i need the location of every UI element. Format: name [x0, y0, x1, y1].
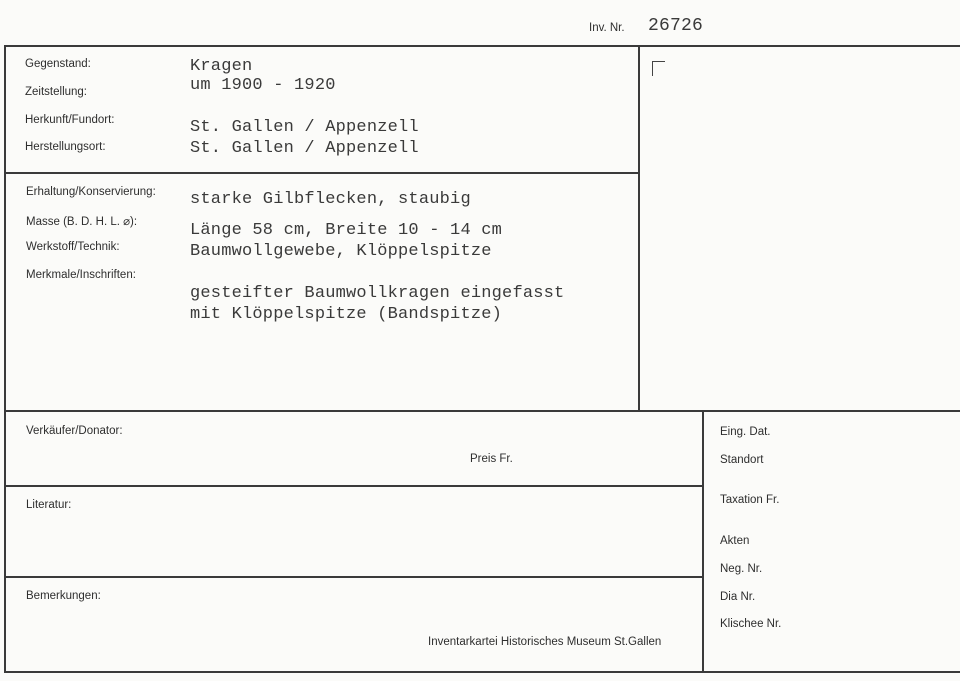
section-rule-2 — [4, 410, 960, 412]
taxation-label: Taxation Fr. — [720, 494, 780, 506]
dia-nr-label: Dia Nr. — [720, 591, 756, 603]
masse-label: Masse (B. D. H. L. ⌀): — [26, 216, 138, 228]
inv-nr-value: 26726 — [648, 16, 704, 36]
zeitstellung-value: um 1900 - 1920 — [190, 76, 336, 95]
herstellungsort-label: Herstellungsort: — [25, 141, 106, 153]
herkunft-label: Herkunft/Fundort: — [25, 114, 115, 126]
inv-nr-label: Inv. Nr. — [589, 22, 625, 34]
herstellungsort-value: St. Gallen / Appenzell — [190, 139, 419, 158]
gegenstand-label: Gegenstand: — [25, 58, 91, 70]
literatur-label: Literatur: — [26, 499, 72, 511]
standort-label: Standort — [720, 454, 764, 466]
akten-label: Akten — [720, 535, 750, 547]
werkstoff-value: Baumwollgewebe, Klöppelspitze — [190, 242, 492, 261]
left-border-upper — [4, 45, 6, 410]
left-border-lower — [4, 410, 6, 672]
section-rule-1 — [4, 172, 638, 174]
erhaltung-value: starke Gilbflecken, staubig — [190, 190, 471, 209]
merkmale-value-line1: gesteifter Baumwollkragen eingefasst — [190, 284, 565, 303]
neg-nr-label: Neg. Nr. — [720, 563, 763, 575]
section-rule-4 — [4, 576, 702, 578]
section-rule-3 — [4, 485, 702, 487]
card-footer: Inventarkartei Historisches Museum St.Gallen — [428, 636, 662, 648]
merkmale-label: Merkmale/Inschriften: — [26, 269, 136, 281]
werkstoff-label: Werkstoff/Technik: — [26, 241, 120, 253]
photo-divider — [638, 45, 640, 410]
right-column-divider — [702, 410, 704, 672]
masse-value: Länge 58 cm, Breite 10 - 14 cm — [190, 221, 503, 240]
zeitstellung-label: Zeitstellung: — [25, 86, 88, 98]
erhaltung-label: Erhaltung/Konservierung: — [26, 186, 156, 198]
merkmale-value-line2: mit Klöppelspitze (Bandspitze) — [190, 305, 503, 324]
gegenstand-value: Kragen — [190, 57, 253, 76]
eing-dat-label: Eing. Dat. — [720, 426, 771, 438]
photo-corner-mark — [652, 61, 665, 76]
bemerkungen-label: Bemerkungen: — [26, 590, 101, 602]
herkunft-value: St. Gallen / Appenzell — [190, 118, 419, 137]
top-rule — [4, 45, 960, 47]
bottom-rule — [4, 671, 960, 673]
preis-label: Preis Fr. — [470, 453, 513, 465]
verkaeufer-label: Verkäufer/Donator: — [26, 425, 123, 437]
klischee-nr-label: Klischee Nr. — [720, 618, 782, 630]
